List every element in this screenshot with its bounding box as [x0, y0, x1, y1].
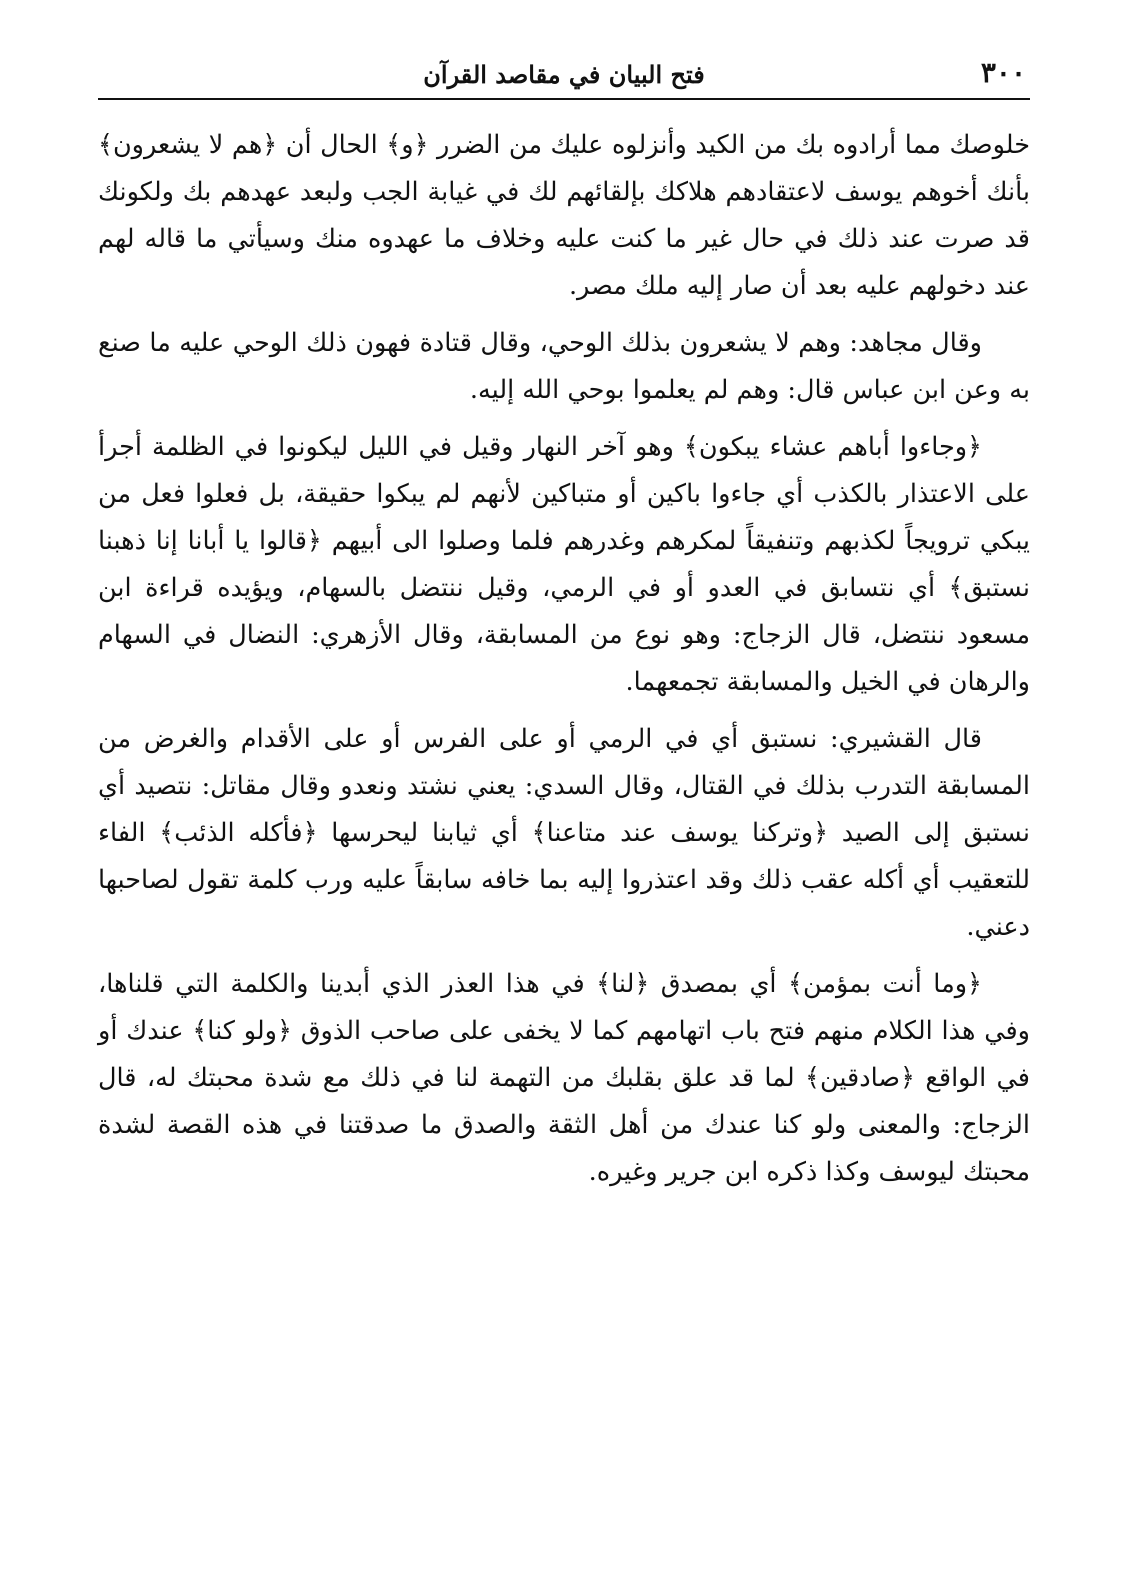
paragraph-1: خلوصك مما أرادوه بك من الكيد وأنزلوه عليك من الضرر ﴿و﴾ الحال أن ﴿هم لا يشعرون﴾ بأنك أخوهم يوسف لاعتقادهم هلاكك بإلقائهم لك في غيابة الجب ولبعد عهدهم بك ولكونك قد صرت عند ذلك في حال غير ما كنت عليه وخلاف ما عهدوه منك وسيأتي ما قاله لهم عند دخولهم عليه بعد أن صار إليه ملك مصر. — [98, 130, 1030, 301]
paragraph-4: قال القشيري: نستبق أي في الرمي أو على الفرس أو على الأقدام والغرض من المسابقة التدرب بذلك في القتال، وقال السدي: يعني نشتد ونعدو وقال مقاتل: نتصيد أي نستبق إلى الصيد ﴿وتركنا يوسف عند متاعنا﴾ أي ثيابنا ليحرسها ﴿فأكله الذئب﴾ الفاء للتعقيب أي أكله عقب ذلك وقد اعتذروا إليه بما خافه سابقاً عليه ورب كلمة تقول لصاحبها دعني. — [98, 724, 1030, 942]
document-page — [98, 52, 1030, 1206]
page-header — [98, 52, 1030, 100]
body-text — [98, 122, 1030, 1196]
paragraph-2: وقال مجاهد: وهم لا يشعرون بذلك الوحي، وقال قتادة فهون ذلك الوحي عليه ما صنع به وعن ابن عباس قال: وهم لم يعلموا بوحي الله إليه. — [98, 328, 1030, 405]
paragraph-5: ﴿وما أنت بمؤمن﴾ أي بمصدق ﴿لنا﴾ في هذا العذر الذي أبدينا والكلمة التي قلناها، وفي هذا الكلام منهم فتح باب اتهامهم كما لا يخفى على صاحب الذوق ﴿ولو كنا﴾ عندك أو في الواقع ﴿صادقين﴾ لما قد علق بقلبك من التهمة لنا في ذلك مع شدة محبتك له، قال الزجاج: والمعنى ولو كنا عندك من أهل الثقة والصدق ما صدقتنا في هذه القصة لشدة محبتك ليوسف وكذا ذكره ابن جرير وغيره. — [98, 969, 1030, 1187]
page-number: ٣٠٠ — [980, 56, 1026, 89]
running-title: فتح البيان في مقاصد القرآن — [423, 60, 705, 89]
paragraph-3: ﴿وجاءوا أباهم عشاء يبكون﴾ وهو آخر النهار وقيل في الليل ليكونوا في الظلمة أجرأ على الاعتذار بالكذب أي جاءوا باكين أو متباكين لأنهم لم يبكوا حقيقة، بل فعلوا فعل من يبكي ترويجاً لكذبهم وتنفيقاً لمكرهم وغدرهم فلما وصلوا الى أبيهم ﴿قالوا يا أبانا إنا ذهبنا نستبق﴾ أي نتسابق في العدو أو في الرمي، وقيل ننتضل بالسهام، ويؤيده قراءة ابن مسعود ننتضل، قال الزجاج: وهو نوع من المسابقة، وقال الأزهري: النضال في السهام والرهان في الخيل والمسابقة تجمعهما. — [98, 432, 1030, 697]
